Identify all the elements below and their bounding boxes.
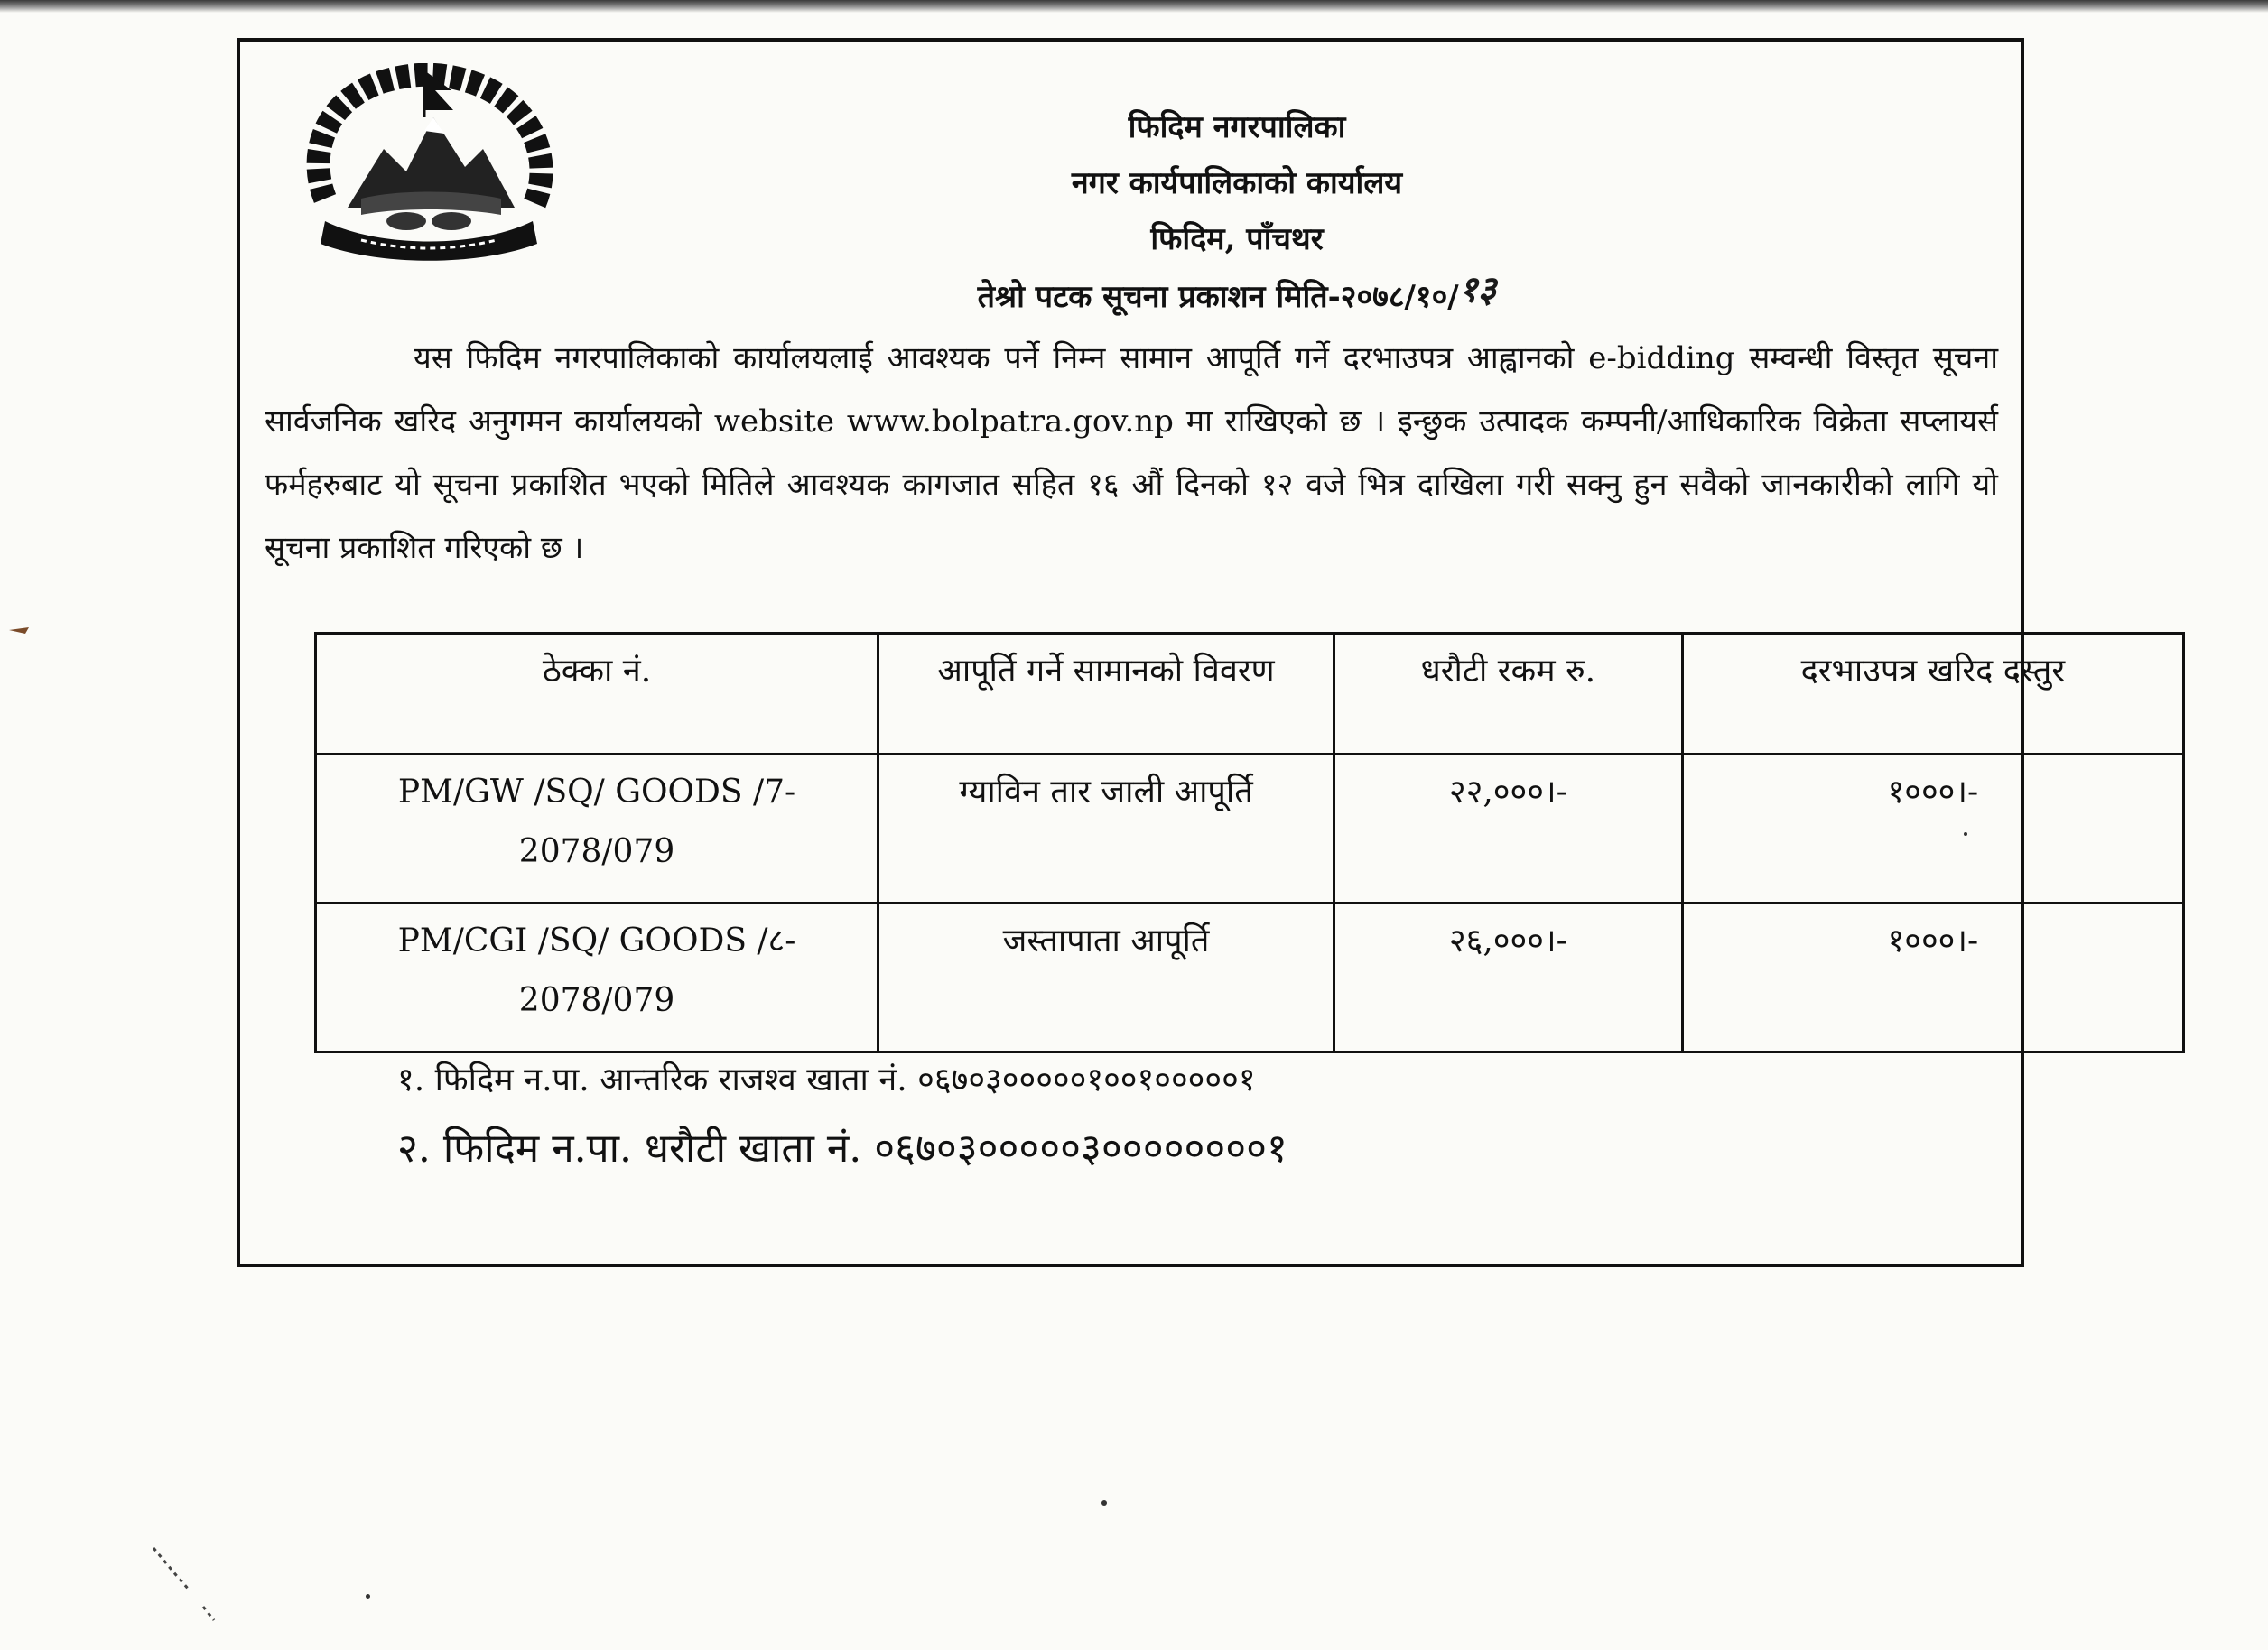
description-cell: ग्याविन तार जाली आपूर्ति	[878, 755, 1334, 904]
contract-no-cell	[316, 755, 878, 904]
description-cell: जस्तापाता आपूर्ति	[878, 904, 1334, 1052]
office-name: नगर कार्यपालिकाको कार्यालय	[1071, 165, 1403, 201]
contract-no-line2: 2078/079	[518, 833, 675, 870]
table-header-row	[316, 634, 2184, 755]
header-description: आपूर्ति गर्ने सामानको विवरण	[878, 634, 1334, 755]
notice-title-text: तेश्रो पटक सूचना प्रकाशन मिति-२०७८/१०/	[977, 279, 1459, 315]
table-row	[316, 904, 2184, 1052]
header-contract-no: ठेक्का नं.	[316, 634, 878, 755]
header-fee: दरभाउपत्र खरिद दस्तुर	[1682, 634, 2183, 755]
revenue-account-line: १. फिदिम न.पा. आन्तरिक राजश्व खाता नं. ०६७०३०००००१००१०००००१	[397, 1061, 1256, 1098]
tender-table	[314, 632, 2185, 1053]
table-row	[316, 755, 2184, 904]
contract-no-cell	[316, 904, 878, 1052]
deposit-cell: २६,०००।-	[1334, 904, 1682, 1052]
deposit-account-line: २. फिदिम न.पा. धरौटी खाता नं. ०६७०३०००००३००००००००१	[397, 1126, 1287, 1172]
scan-speck	[366, 1594, 370, 1599]
handwritten-day: १३	[1458, 269, 1497, 311]
nepal-emblem-icon	[298, 63, 560, 266]
fee-cell: १०००।-	[1682, 904, 2183, 1052]
notice-header	[785, 99, 1688, 325]
header-deposit: धरौटी रकम रु.	[1334, 634, 1682, 755]
municipality-name: फिदिम नगरपालिका	[1128, 109, 1346, 145]
office-location: फिदिम, पाँचथर	[1150, 221, 1324, 257]
scan-speck	[1101, 1500, 1107, 1506]
scan-scratch	[149, 1543, 221, 1625]
notice-title	[785, 267, 1688, 325]
contract-no-line1: PM/GW /SQ/ GOODS /7-	[397, 774, 796, 811]
scan-speck	[1964, 832, 1967, 836]
deposit-cell: २२,०००।-	[1334, 755, 1682, 904]
fee-cell: १०००।-	[1682, 755, 2183, 904]
contract-no-line1: PM/CGI /SQ/ GOODS /८-	[397, 922, 796, 959]
scan-mark	[7, 623, 33, 637]
notice-body	[265, 327, 1998, 579]
notice-paragraph: यस फिदिम नगरपालिकाको कार्यालयलाई आवश्यक पर्ने निम्न सामान आपूर्ति गर्ने दरभाउपत्र आह्वानको e-bidding सम्वन्धी विस्तृत सूचना सार्वजनिक खरिद अनुगमन कार्यालयको website www.bolpatra.gov.np मा राखिएको छ । इन्छुक उत्पादक कम्पनी/आधिकारिक विक्रेता सप्लायर्स फर्महरुबाट यो सूचना प्रकाशित भएको मितिले आवश्यक कागजात सहित १६ औं दिनको १२ वजे भित्र दाखिला गरी सक्नु हुन सवैको जानकारीको लागि यो सूचना प्रकाशित गरिएको छ ।	[265, 340, 1998, 566]
contract-no-line2: 2078/079	[518, 982, 675, 1019]
scan-edge-shadow	[0, 0, 2268, 13]
